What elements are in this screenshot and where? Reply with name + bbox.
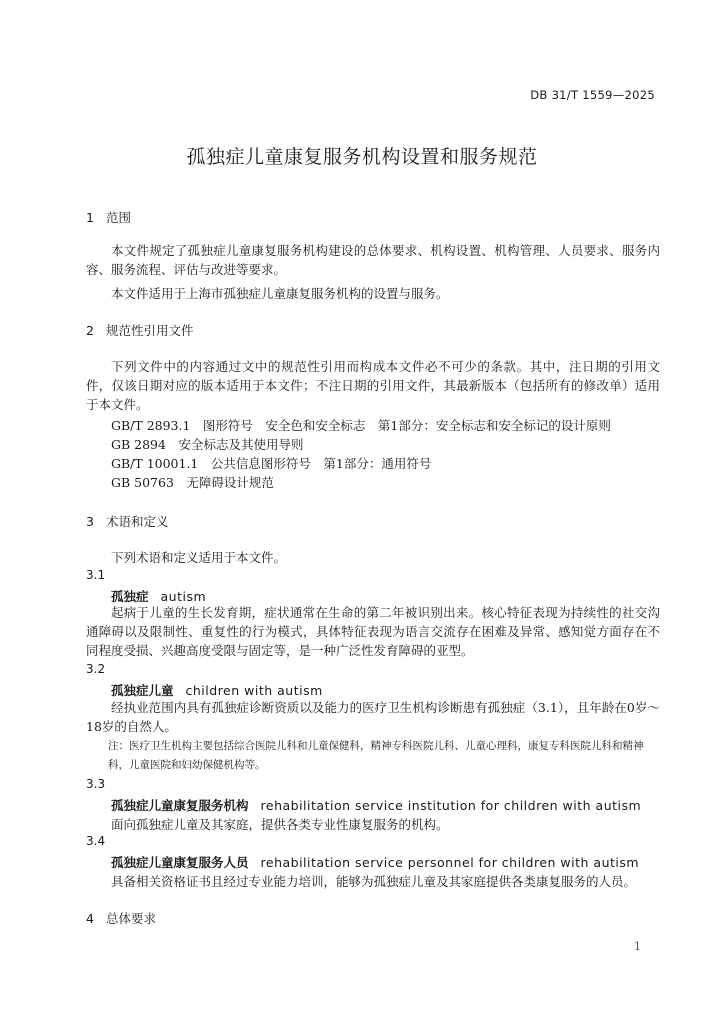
section-3-intro: 下列术语和定义适用于本文件。 xyxy=(111,550,287,565)
term-chinese: 孤独症儿童康复服务机构 xyxy=(111,798,249,813)
term-english: autism xyxy=(160,589,207,604)
section-title: 规范性引用文件 xyxy=(106,323,194,338)
term-english: rehabilitation service personnel for children with autism xyxy=(260,855,640,870)
term-chinese: 孤独症儿童康复服务人员 xyxy=(111,855,249,870)
term-definition: 经执业范围内具有孤独症诊断资质以及能力的医疗卫生机构诊断患有孤独症（3.1），且年龄在0岁～18岁的自然人。 xyxy=(86,700,660,734)
section-4-heading xyxy=(86,909,156,927)
note-label: 注： xyxy=(108,740,129,752)
term-note xyxy=(108,737,658,775)
reference-item: GB 2894 安全标志及其使用导则 xyxy=(111,437,304,452)
reference-item: GB 50763 无障碍设计规范 xyxy=(111,475,274,490)
clause-number: 3.1 xyxy=(86,568,106,582)
term-entry xyxy=(111,853,639,871)
term-english: children with autism xyxy=(185,683,323,698)
section-1-paragraph-2: 本文件适用于上海市孤独症儿童康复服务机构的设置与服务。 xyxy=(111,286,449,301)
section-title: 范围 xyxy=(106,210,132,225)
section-title: 总体要求 xyxy=(106,911,157,926)
section-number: 4 xyxy=(86,911,94,926)
section-2-paragraph-1: 下列文件中的内容通过文中的规范性引用而构成本文件必不可少的条款。其中，注日期的引用文件，仅该日期对应的版本适用于本文件；不注日期的引用文件，其最新版本（包括所有的修改单）适用于本文件。 xyxy=(86,359,660,412)
section-2-heading xyxy=(86,321,194,339)
term-definition: 起病于儿童的生长发育期，症状通常在生命的第二年被识别出来。核心特征表现为持续性的社交沟通障碍以及限制性、重复性的行为模式，具体特征表现为语言交流存在困难及异常、感知觉方面存在不同程度受损、兴趣高度受限与固定等，是一种广泛性发育障碍的亚型。 xyxy=(86,605,660,658)
clause-number: 3.4 xyxy=(86,834,106,848)
section-1-paragraph-1: 本文件规定了孤独症儿童康复服务机构建设的总体要求、机构设置、机构管理、人员要求、服务内容、服务流程、评估与改进等要求。 xyxy=(86,243,660,277)
document-title: 孤独症儿童康复服务机构设置和服务规范 xyxy=(186,146,538,168)
note-text: 医疗卫生机构主要包括综合医院儿科和儿童保健科，精神专科医院儿科、儿童心理科，康复专科医院儿科和精神科，儿童医院和妇幼保健机构等。 xyxy=(108,740,644,771)
clause-number: 3.2 xyxy=(86,662,106,676)
term-entry xyxy=(111,681,323,699)
section-number: 3 xyxy=(86,514,94,529)
section-1-heading xyxy=(86,208,131,226)
term-entry xyxy=(111,796,641,814)
reference-item: GB/T 10001.1 公共信息图形符号 第1部分：通用符号 xyxy=(111,456,432,471)
page-number: 1 xyxy=(634,940,641,953)
section-title: 术语和定义 xyxy=(106,514,169,529)
term-chinese: 孤独症儿童 xyxy=(111,683,174,698)
clause-number: 3.3 xyxy=(86,777,106,791)
term-english: rehabilitation service institution for children with autism xyxy=(260,798,642,813)
term-chinese: 孤独症 xyxy=(111,589,149,604)
standard-code: DB 31/T 1559—2025 xyxy=(530,88,655,102)
reference-item: GB/T 2893.1 图形符号 安全色和安全标志 第1部分：安全标志和安全标记的设计原则 xyxy=(111,418,611,433)
section-3-heading xyxy=(86,512,169,530)
section-number: 1 xyxy=(86,210,94,225)
section-number: 2 xyxy=(86,323,94,338)
term-definition: 具备相关资格证书且经过专业能力培训，能够为孤独症儿童及其家庭提供各类康复服务的人员。 xyxy=(111,874,637,889)
term-definition: 面向孤独症儿童及其家庭，提供各类专业性康复服务的机构。 xyxy=(111,817,449,832)
